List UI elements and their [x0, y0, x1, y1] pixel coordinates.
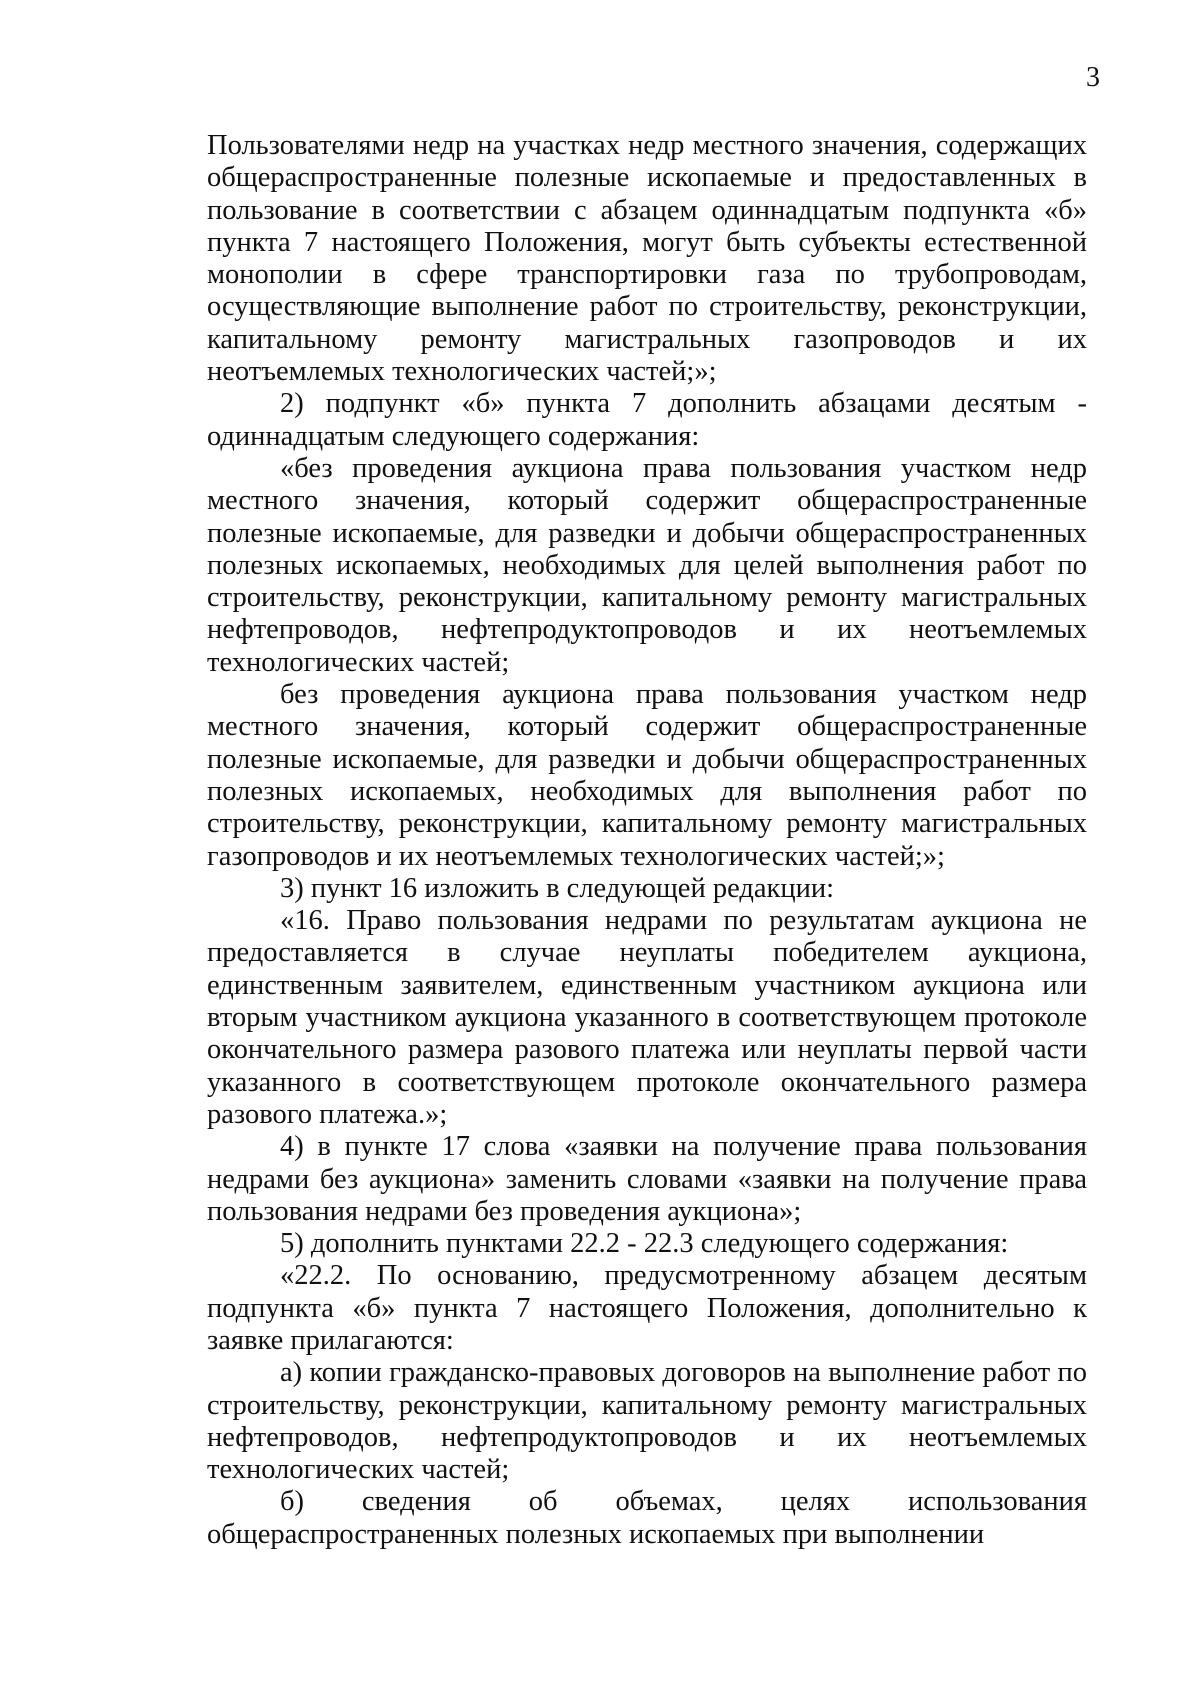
- paragraph-subitem-b: б) сведения об объемах, целях использования общераспространенных полезных ископаемых при выполнении: [207, 1486, 1087, 1550]
- paragraph-quote-second: без проведения аукциона права пользования участком недр местного значения, который содержит общераспространенные полезные ископаемые, для разведки и добычи общераспространенных полезных ископаемых, необходимых для выполнения работ по строительству, реконструкции, капитальному ремонту магистральных газопроводов и их неотъемлемых технологических частей;»;: [207, 679, 1087, 872]
- paragraph-subitem-a: а) копии гражданско-правовых договоров на выполнение работ по строительству, реконструкции, капитальному ремонту магистральных нефтепроводов, нефтепродуктопроводов и их неотъемлемых технологических частей;: [207, 1357, 1087, 1486]
- document-body: [207, 130, 1087, 1551]
- paragraph-quote-first: «без проведения аукциона права пользования участком недр местного значения, который содержит общераспространенные полезные ископаемые, для разведки и добычи общераспространенных полезных ископаемых, необходимых для целей выполнения работ по строительству, реконструкции, капитальному ремонту магистральных нефтепроводов, нефтепродуктопроводов и их неотъемлемых технологических частей;: [207, 452, 1087, 678]
- page-number: 3: [1086, 62, 1100, 93]
- paragraph-point-22-2: «22.2. По основанию, предусмотренному абзацем десятым подпункта «б» пункта 7 настоящего Положения, дополнительно к заявке прилагаются:: [207, 1260, 1087, 1356]
- paragraph-continuation: Пользователями недр на участках недр местного значения, содержащих общераспространенные полезные ископаемые и предоставленных в пользование в соответствии с абзацем одиннадцатым подпункта «б» пункта 7 настоящего Положения, могут быть субъекты естественной монополии в сфере транспортировки газа по трубопроводам, осуществляющие выполнение работ по строительству, реконструкции, капитальному ремонту магистральных газопроводов и их неотъемлемых технологических частей;»;: [207, 130, 1087, 388]
- paragraph-item-4: 4) в пункте 17 слова «заявки на получение права пользования недрами без аукциона» заменить словами «заявки на получение права пользования недрами без проведения аукциона»;: [207, 1131, 1087, 1227]
- paragraph-item-3: 3) пункт 16 изложить в следующей редакции:: [280, 872, 835, 904]
- paragraph-item-5: 5) дополнить пунктами 22.2 - 22.3 следующего содержания:: [280, 1228, 1009, 1260]
- paragraph-point-16: «16. Право пользования недрами по результатам аукциона не предоставляется в случае неуплаты победителем аукциона, единственным заявителем, единственным участником аукциона или вторым участником аукциона указанного в соответствующем протоколе окончательного размера разового платежа или неуплаты первой части указанного в соответствующем протоколе окончательного размера разового платежа.»;: [207, 905, 1087, 1130]
- paragraph-item-2: 2) подпункт «б» пункта 7 дополнить абзацами десятым - одиннадцатым следующего содержания:: [207, 388, 1087, 452]
